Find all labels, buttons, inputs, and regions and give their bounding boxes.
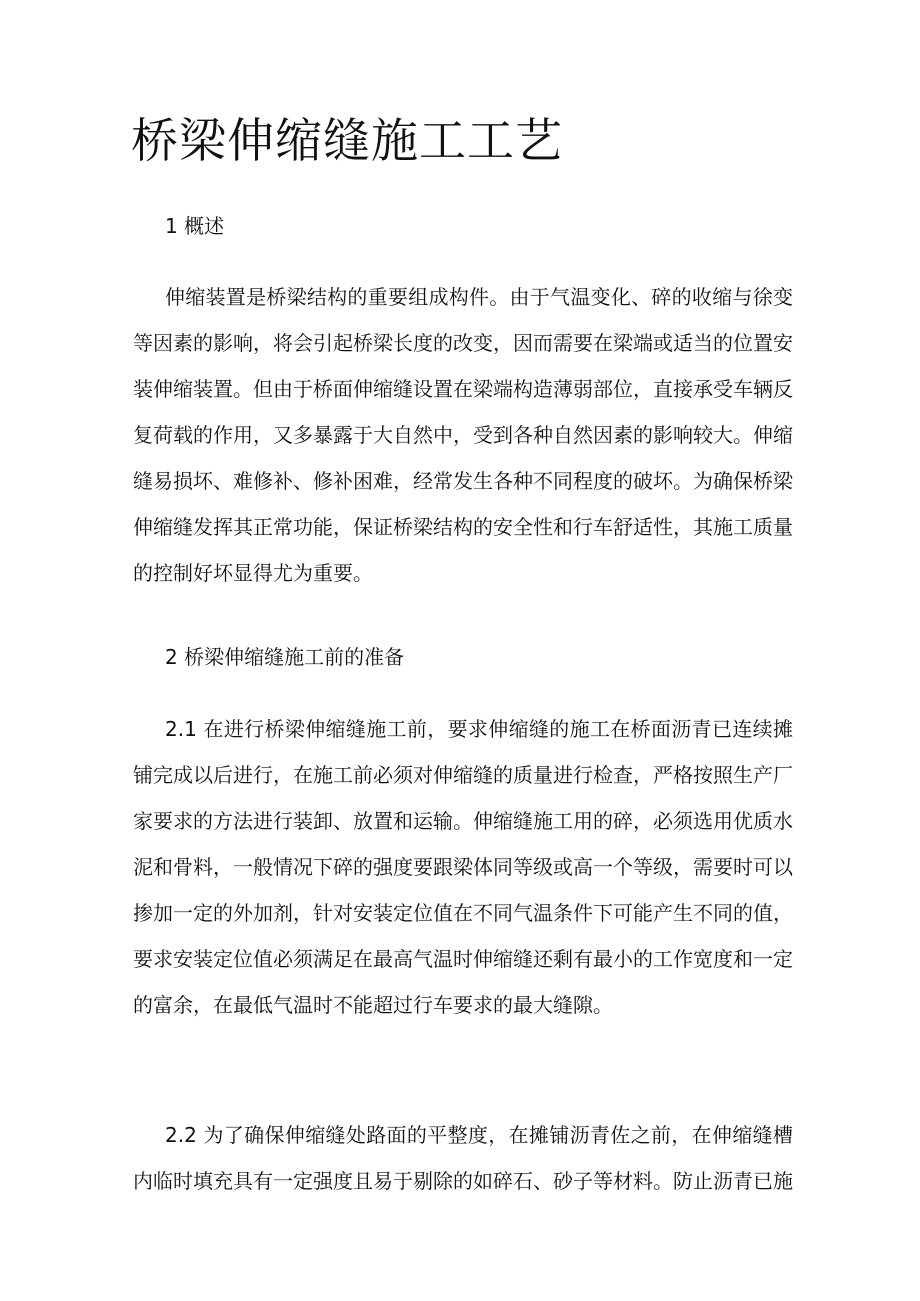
document-title: 桥梁伸缩缝施工工艺 — [131, 114, 563, 169]
section-heading-overview: 1 概述 — [165, 214, 225, 238]
section-heading-preparation: 2 桥梁伸缩缝施工前的准备 — [165, 645, 405, 669]
overview-paragraph: 伸缩装置是桥梁结构的重要组成构件。由于气温变化、碎的收缩与徐变等因素的影响，将会引起桥梁长度的改变，因而需要在梁端或适当的位置安装伸缩装置。但由于桥面伸缩缝设置在梁端构造薄弱部位，直接承受车辆反复荷载的作用，又多暴露于大自然中，受到各种自然因素的影响较大。伸缩缝易损坏、难修补、修补困难，经常发生各种不同程度的破坏。为确保桥梁伸缩缝发挥其正常功能，保证桥梁结构的安全性和行车舒适性，其施工质量的控制好坏显得尤为重要。 — [133, 285, 793, 585]
preparation-paragraph-2-2: 2.2 为了确保伸缩缝处路面的平整度，在摊铺沥青佐之前，在伸缩缝槽内临时填充具有一定强度且易于剔除的如碎石、砂子等材料。防止沥青已施 — [133, 1123, 793, 1193]
preparation-paragraph-2-1: 2.1 在进行桥梁伸缩缝施工前，要求伸缩缝的施工在桥面沥青已连续摊铺完成以后进行，在施工前必须对伸缩缝的质量进行检查，严格按照生产厂家要求的方法进行装卸、放置和运输。伸缩缝施工用的碎，必须选用优质水泥和骨料，一般情况下碎的强度要跟梁体同等级或高一个等级，需要时可以掺加一定的外加剂，针对安装定位值在不同气温条件下可能产生不同的值，要求安装定位值必须满足在最高气温时伸缩缝还剩有最小的工作宽度和一定的富余，在最低气温时不能超过行车要求的最大缝隙。 — [133, 717, 793, 1017]
